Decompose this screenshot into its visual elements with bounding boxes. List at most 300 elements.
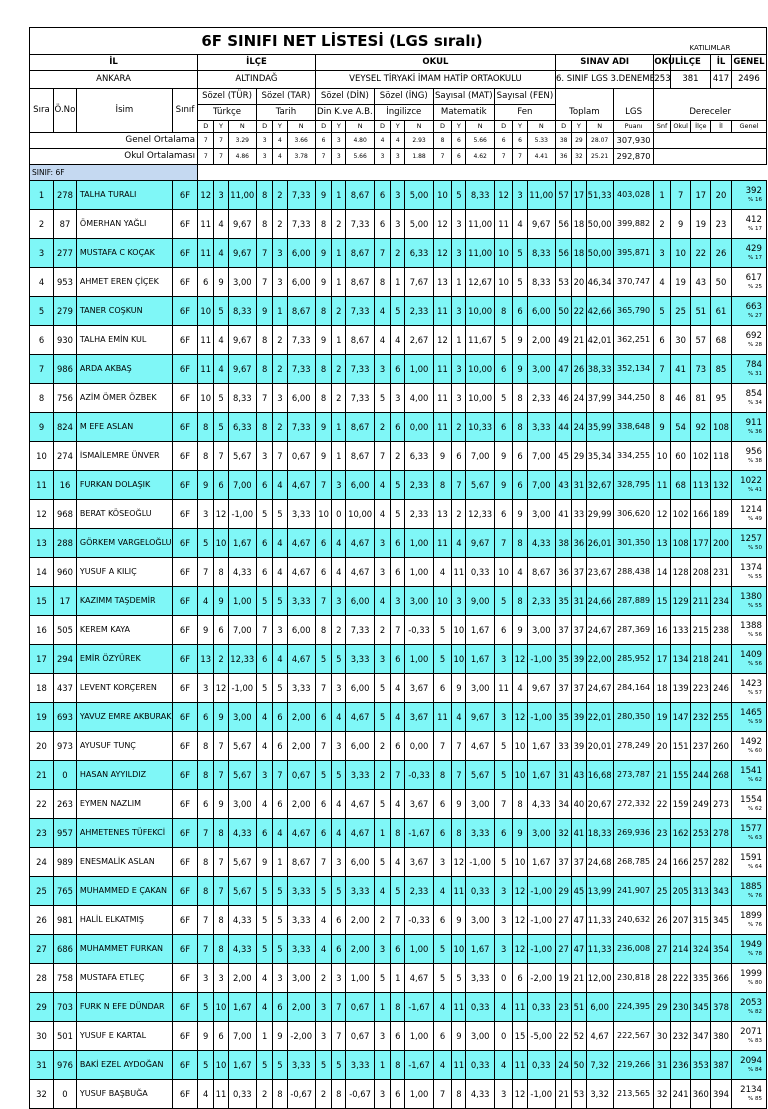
cell-score: 5 (494, 732, 513, 761)
cell-il: 366 (711, 964, 732, 993)
cell-score: 8 (513, 587, 527, 616)
cell-snf: 24 (654, 848, 670, 877)
cell-score: 2 (391, 442, 405, 471)
cell-sinif: 6F (172, 877, 197, 906)
cell-ono: 274 (54, 442, 77, 471)
col-n: N (527, 121, 555, 133)
col-y: Y (572, 121, 586, 133)
cell-score: 3,33 (527, 413, 555, 442)
cell-score: 3 (273, 616, 287, 645)
cell-score: 6,00 (527, 297, 555, 326)
cell-score: 47 (572, 906, 586, 935)
cell-ilce: 166 (691, 500, 711, 529)
cell-score: 22,00 (586, 645, 613, 674)
genel-rank: 1423 (740, 678, 762, 689)
cell-snf: 7 (654, 355, 670, 384)
cell-score: 8 (214, 819, 228, 848)
cell-sinif: 6F (172, 761, 197, 790)
cell-score: 18 (572, 239, 586, 268)
average-value: 8 (433, 133, 452, 149)
cell-sinif: 6F (172, 442, 197, 471)
cell-score: 21 (572, 326, 586, 355)
average-value: 7 (433, 149, 452, 165)
cell-score: 4,67 (287, 558, 315, 587)
cell-sinif: 6F (172, 326, 197, 355)
cell-score: 4,67 (346, 790, 374, 819)
cell-score: 6 (494, 616, 513, 645)
cell-snf: 28 (654, 964, 670, 993)
cell-il: 68 (711, 326, 732, 355)
cell-sira: 12 (30, 500, 54, 529)
cell-snf: 22 (654, 790, 670, 819)
cell-score: 7,00 (228, 471, 256, 500)
cell-isim: MUHAMMET FURKAN (76, 935, 172, 964)
cell-score: 3,33 (287, 906, 315, 935)
header-okul: OKUL (315, 55, 555, 71)
cell-score: 3,67 (405, 848, 433, 877)
cell-score: -2,00 (527, 964, 555, 993)
cell-il: 61 (711, 297, 732, 326)
average-value: 25.21 (586, 149, 613, 165)
cell-score: 13 (433, 268, 452, 297)
cell-ilce: 177 (691, 529, 711, 558)
cell-score: 10 (494, 558, 513, 587)
cell-score: 3 (391, 587, 405, 616)
katilimlar-label: KATILIMLAR (654, 28, 767, 55)
cell-score: 0,67 (346, 1022, 374, 1051)
cell-score: 4 (452, 529, 466, 558)
cell-score: 5 (256, 587, 272, 616)
cell-score: 12 (433, 326, 452, 355)
cell-isim: YUSUF E KARTAL (76, 1022, 172, 1051)
cell-score: 5 (433, 645, 452, 674)
cell-score: 8,33 (466, 181, 494, 210)
cell-score: 5,00 (405, 210, 433, 239)
cell-genel (731, 268, 766, 297)
cell-ilce: 324 (691, 935, 711, 964)
cell-score: -1,00 (527, 877, 555, 906)
cell-genel (731, 326, 766, 355)
genel-percent: % 38 (748, 457, 762, 464)
cell-il: 26 (711, 239, 732, 268)
cell-sinif: 6F (172, 935, 197, 964)
cell-ono: 505 (54, 616, 77, 645)
cell-okul: 232 (670, 1022, 691, 1051)
cell-score: 6 (494, 819, 513, 848)
table-row (30, 732, 767, 761)
cell-il: 20 (711, 181, 732, 210)
cell-score: 3 (273, 239, 287, 268)
cell-score: 53 (572, 1080, 586, 1109)
cell-il: 231 (711, 558, 732, 587)
cell-score: -1,00 (527, 703, 555, 732)
cell-score: 7 (374, 239, 390, 268)
cell-score: 47 (572, 935, 586, 964)
cell-score: 5 (256, 674, 272, 703)
genel-percent: % 25 (748, 283, 762, 290)
cell-score: 11,00 (527, 181, 555, 210)
cell-okul: 205 (670, 877, 691, 906)
cell-score: 7,00 (228, 616, 256, 645)
cell-score: 4 (332, 558, 346, 587)
cell-sinif: 6F (172, 993, 197, 1022)
cell-score: 6 (256, 558, 272, 587)
cell-score: 6 (214, 471, 228, 500)
average-value: 32 (572, 149, 586, 165)
average-lgs: 292,870 (613, 149, 654, 165)
cell-okul: 68 (670, 471, 691, 500)
cell-score: 6 (374, 210, 390, 239)
cell-sira: 19 (30, 703, 54, 732)
cell-score: 5 (332, 761, 346, 790)
group-label: SINIF: 6F (30, 165, 198, 181)
cell-score: 7,33 (346, 616, 374, 645)
cell-ilce: 360 (691, 1080, 711, 1109)
cell-lgs: 352,134 (613, 355, 654, 384)
average-value: 3 (374, 149, 390, 165)
table-row (30, 239, 767, 268)
cell-score: 2 (332, 297, 346, 326)
cell-okul: 159 (670, 790, 691, 819)
cell-score: 6 (214, 616, 228, 645)
cell-genel (731, 906, 766, 935)
cell-score: 4,33 (228, 935, 256, 964)
cell-okul: 46 (670, 384, 691, 413)
cell-score: 10 (494, 268, 513, 297)
cell-score: 11 (433, 384, 452, 413)
cell-score: 24 (572, 384, 586, 413)
cell-score: 10 (433, 587, 452, 616)
cell-score: 3,33 (287, 1051, 315, 1080)
cell-score: -5,00 (527, 1022, 555, 1051)
cell-score: 4,33 (527, 529, 555, 558)
cell-score: 7 (433, 1080, 452, 1109)
cell-isim: AYUSUF TUNÇ (76, 732, 172, 761)
cell-score: 8 (452, 819, 466, 848)
cell-score: 3 (332, 587, 346, 616)
cell-score: 37 (572, 558, 586, 587)
cell-score: 5 (256, 935, 272, 964)
cell-score: 0,33 (228, 1080, 256, 1109)
cell-ilce: 43 (691, 268, 711, 297)
cell-score: 51 (572, 993, 586, 1022)
cell-score: 11 (433, 529, 452, 558)
cell-score: 12 (513, 906, 527, 935)
cell-score: 37 (572, 848, 586, 877)
header-il: İL (30, 55, 198, 71)
cell-sinif: 6F (172, 848, 197, 877)
cell-score: 4 (391, 703, 405, 732)
genel-rank: 1577 (740, 823, 762, 834)
cell-score: 4 (214, 326, 228, 355)
cell-score: 12 (494, 181, 513, 210)
cell-score: 5 (273, 587, 287, 616)
average-value: 29 (572, 133, 586, 149)
cell-il: 108 (711, 413, 732, 442)
cell-score: 4,67 (287, 471, 315, 500)
cell-score: 8,33 (527, 239, 555, 268)
cell-il: 273 (711, 790, 732, 819)
cell-score: 9,67 (228, 239, 256, 268)
cell-score: 8 (198, 877, 214, 906)
cell-score: 4,67 (586, 1022, 613, 1051)
cell-ono: 288 (54, 529, 77, 558)
cell-score: 7 (452, 732, 466, 761)
cell-genel (731, 993, 766, 1022)
cell-sira: 20 (30, 732, 54, 761)
cell-score: 1,67 (527, 732, 555, 761)
average-value: 3 (332, 149, 346, 165)
cell-isim: TANER COŞKUN (76, 297, 172, 326)
cell-score: 20,67 (586, 790, 613, 819)
cell-snf: 32 (654, 1080, 670, 1109)
cell-score: 5 (332, 645, 346, 674)
cell-score: 9,67 (228, 355, 256, 384)
cell-score: 50 (555, 297, 571, 326)
cell-score: 2 (374, 413, 390, 442)
cell-score: 11 (214, 1080, 228, 1109)
cell-score: 24 (572, 413, 586, 442)
cell-ono: 87 (54, 210, 77, 239)
cell-ono: 294 (54, 645, 77, 674)
cell-score: 2,00 (228, 964, 256, 993)
cell-score: 3,32 (586, 1080, 613, 1109)
cell-okul: 230 (670, 993, 691, 1022)
cell-sinif: 6F (172, 268, 197, 297)
cell-score: 8 (214, 558, 228, 587)
cell-score: 6 (433, 1022, 452, 1051)
cell-score: 22 (555, 1022, 571, 1051)
genel-rank: 1374 (740, 562, 762, 573)
genel-rank: 1465 (740, 707, 762, 718)
cell-score: 11 (452, 1051, 466, 1080)
table-row (30, 181, 767, 210)
cell-sinif: 6F (172, 906, 197, 935)
col-sayisal-mat: Sayısal (MAT) (433, 89, 494, 105)
cell-il: 255 (711, 703, 732, 732)
cell-isim: BERAT KÖSEOĞLU (76, 500, 172, 529)
cell-score: 9,67 (228, 210, 256, 239)
cell-score: 9 (513, 355, 527, 384)
cell-score: 8 (315, 616, 331, 645)
cell-score: 5 (494, 384, 513, 413)
cell-score: 37 (555, 674, 571, 703)
cell-snf: 2 (654, 210, 670, 239)
cell-score: 1,00 (405, 355, 433, 384)
cell-score: 4,33 (466, 1080, 494, 1109)
cell-sira: 4 (30, 268, 54, 297)
cell-score: 5 (332, 877, 346, 906)
cell-score: 6 (494, 413, 513, 442)
cell-score: 9,67 (466, 703, 494, 732)
cell-score: 5 (513, 239, 527, 268)
cell-genel (731, 877, 766, 906)
cell-isim: YUSUF A KILIÇ (76, 558, 172, 587)
cell-score: 45 (555, 442, 571, 471)
cell-score: 53 (555, 268, 571, 297)
cell-score: 29 (555, 877, 571, 906)
cell-score: 31 (572, 471, 586, 500)
cell-score: 1,00 (228, 587, 256, 616)
cell-score: 6 (433, 790, 452, 819)
cell-lgs: 370,747 (613, 268, 654, 297)
cell-snf: 30 (654, 1022, 670, 1051)
cell-score: 0,33 (466, 877, 494, 906)
cell-score: 3 (452, 587, 466, 616)
cell-score: 39 (572, 732, 586, 761)
cell-score: 6 (391, 935, 405, 964)
cell-score: 9 (513, 326, 527, 355)
cell-score: 8 (391, 993, 405, 1022)
cell-score: 7,00 (228, 1022, 256, 1051)
cell-score: 9 (256, 297, 272, 326)
cell-sinif: 6F (172, 1051, 197, 1080)
cell-ilce: 92 (691, 413, 711, 442)
cell-lgs: 403,028 (613, 181, 654, 210)
cell-isim: GÖRKEM VARGELOĞLU (76, 529, 172, 558)
cell-okul: 155 (670, 761, 691, 790)
cell-score: 5 (494, 326, 513, 355)
cell-score: 24,68 (586, 848, 613, 877)
cell-snf: 6 (654, 326, 670, 355)
cell-score: 7 (391, 906, 405, 935)
cell-score: 12 (513, 935, 527, 964)
cell-score: 3,33 (287, 877, 315, 906)
cell-score: 2,33 (405, 877, 433, 906)
cell-score: 6 (494, 355, 513, 384)
cell-il: 189 (711, 500, 732, 529)
cell-score: 24,67 (586, 674, 613, 703)
cell-score: 6 (315, 558, 331, 587)
cell-score: 8 (513, 384, 527, 413)
cell-score: 1 (332, 413, 346, 442)
cell-score: 7 (315, 674, 331, 703)
genel-percent: % 76 (748, 921, 762, 928)
cell-il: 234 (711, 587, 732, 616)
cell-score: 3 (374, 529, 390, 558)
cell-il: 118 (711, 442, 732, 471)
cell-score: 7 (273, 442, 287, 471)
table-row (30, 587, 767, 616)
cell-sira: 23 (30, 819, 54, 848)
cell-snf: 17 (654, 645, 670, 674)
cell-score: 4,67 (405, 964, 433, 993)
col-puani: Puanı (613, 121, 654, 133)
cell-sira: 16 (30, 616, 54, 645)
cell-score: 35 (555, 587, 571, 616)
cell-score: 5 (214, 384, 228, 413)
col-y: Y (391, 121, 405, 133)
cell-score: 57 (555, 181, 571, 210)
cell-ono: 957 (54, 819, 77, 848)
cell-score: 6,00 (346, 674, 374, 703)
cell-score: 11,33 (586, 935, 613, 964)
header-katilim-genel: GENEL (731, 55, 766, 71)
cell-score: 32 (555, 819, 571, 848)
cell-score: 8,67 (346, 268, 374, 297)
cell-score: 3 (256, 442, 272, 471)
cell-score: 4 (256, 732, 272, 761)
average-row (30, 149, 767, 165)
cell-il: 268 (711, 761, 732, 790)
cell-score: 1 (374, 819, 390, 848)
cell-il: 394 (711, 1080, 732, 1109)
cell-score: 5 (315, 1051, 331, 1080)
cell-sira: 17 (30, 645, 54, 674)
cell-score: 9 (513, 616, 527, 645)
cell-sira: 5 (30, 297, 54, 326)
cell-score: 8,67 (287, 297, 315, 326)
cell-score: 6 (391, 645, 405, 674)
cell-score: 4,67 (346, 703, 374, 732)
genel-percent: % 49 (748, 515, 762, 522)
cell-score: 24 (555, 1051, 571, 1080)
cell-score: 5,67 (228, 732, 256, 761)
cell-score: 17 (572, 181, 586, 210)
table-row (30, 1051, 767, 1080)
cell-score: 5,67 (466, 471, 494, 500)
cell-score: 24,66 (586, 587, 613, 616)
col-d: D (198, 121, 214, 133)
cell-sira: 7 (30, 355, 54, 384)
cell-score: 52 (572, 1022, 586, 1051)
cell-sira: 25 (30, 877, 54, 906)
genel-percent: % 17 (748, 225, 762, 232)
cell-score: 3,33 (466, 964, 494, 993)
genel-percent: % 57 (748, 689, 762, 696)
cell-score: 1 (332, 268, 346, 297)
cell-sinif: 6F (172, 819, 197, 848)
cell-score: 7 (256, 239, 272, 268)
cell-score: 7,33 (287, 355, 315, 384)
cell-score: 12 (452, 848, 466, 877)
cell-score: 11,67 (466, 326, 494, 355)
cell-score: 4 (494, 1051, 513, 1080)
cell-score: 1 (256, 1022, 272, 1051)
cell-lgs: 224,395 (613, 993, 654, 1022)
cell-score: 50,00 (586, 239, 613, 268)
cell-il: 260 (711, 732, 732, 761)
cell-score: 11 (198, 210, 214, 239)
cell-lgs: 284,164 (613, 674, 654, 703)
cell-isim: YAVUZ EMRE AKBURAK (76, 703, 172, 732)
average-value: 4 (391, 133, 405, 149)
cell-ono: 0 (54, 761, 77, 790)
table-row (30, 297, 767, 326)
cell-isim: TALHA TURALI (76, 181, 172, 210)
cell-score: 2 (273, 413, 287, 442)
cell-score: 37 (572, 616, 586, 645)
cell-ilce: 353 (691, 1051, 711, 1080)
genel-percent: % 59 (748, 718, 762, 725)
cell-isim: AZİM ÖMER ÖZBEK (76, 384, 172, 413)
average-value: 4 (273, 133, 287, 149)
cell-ono: 953 (54, 268, 77, 297)
cell-score: 6 (433, 906, 452, 935)
genel-percent: % 83 (748, 1037, 762, 1044)
cell-score: 35,99 (586, 413, 613, 442)
cell-score: 9 (198, 1022, 214, 1051)
cell-score: 6 (315, 790, 331, 819)
cell-score: 3 (391, 384, 405, 413)
cell-sira: 15 (30, 587, 54, 616)
cell-score: 12 (513, 703, 527, 732)
cell-score: 4 (198, 587, 214, 616)
cell-score: 8 (315, 355, 331, 384)
table-row (30, 645, 767, 674)
cell-score: 9 (315, 268, 331, 297)
cell-score: 8 (198, 732, 214, 761)
